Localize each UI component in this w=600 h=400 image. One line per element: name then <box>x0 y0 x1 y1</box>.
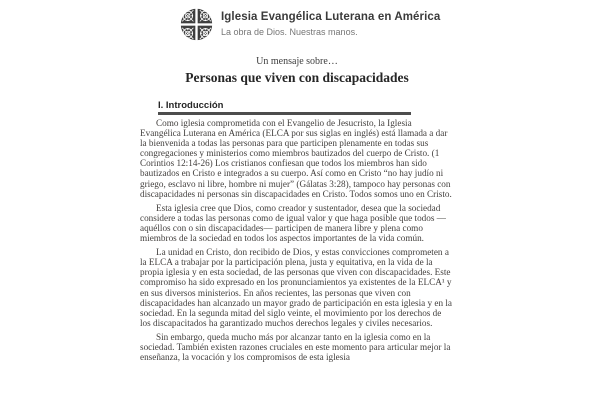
section-heading-rule <box>158 112 411 115</box>
body-paragraph: Como iglesia comprometida con el Evangelio de Jesucristo, la Iglesia Evangélica Luterana en América (ELCA por sus siglas en inglés) está llamada a dar la bienvenida a todas las personas para que participen plenamente en todas sus congregaciones y ministerios como miembros bautizados del cuerpo de Cristo. (1 Corintios 12:14-26) Los cristianos confiesan que todos los miembros han sido bautizados en Cristo e integrados a su cuerpo. Así como en Cristo “no hay judío ni griego, esclavo ni libre, hombre ni mujer” (Gálatas 3:28), tampoco hay personas con discapacidades ni personas sin discapacidades en Cristo. Todos somos uno en Cristo. <box>140 118 452 199</box>
org-tagline: La obra de Dios. Nuestras manos. <box>221 27 358 37</box>
section-heading-label: I. Introducción <box>158 100 224 111</box>
body-paragraph: Sin embargo, queda mucho más por alcanzar tanto en la iglesia como en la sociedad. También existen razones cruciales en este momento para articular mejor la enseñanza, la vocación y los compromisos de esta iglesia <box>140 331 451 363</box>
document-body <box>140 118 454 366</box>
title-block <box>140 56 454 85</box>
section-heading <box>158 100 411 115</box>
document-title: Personas que viven con discapacidades <box>185 70 409 85</box>
org-header-text <box>221 8 440 37</box>
body-paragraph: La unidad en Cristo, don recibido de Dios, y estas convicciones comprometen a la ELCA a trabajar por la participación plena, justa y equitativa, en la vida de la propia iglesia y en esta sociedad, de las personas que viven con discapacidades. Este compromiso ha sido expresado en los pronunciamientos ya existentes de la ELCA¹ y en sus diversos ministerios. En años recientes, las personas que viven con discapacidades han alcanzado un mayor grado de participación en esta iglesia y en la sociedad. En la segunda mitad del siglo veinte, el movimiento por los derechos de los discapacitados ha garantizado muchos derechos legales y civiles necesarios. <box>140 247 452 328</box>
elca-logo-icon <box>180 8 213 41</box>
org-name: Iglesia Evangélica Luterana en América <box>221 11 441 23</box>
title-kicker: Un mensaje sobre… <box>256 56 338 67</box>
org-header <box>180 8 440 41</box>
body-paragraph: Esta iglesia cree que Dios, como creador y sustentador, desea que la sociedad considere a todas las personas como de igual valor y que haga posible que todos —aquéllos con o sin discapacidades— participen de manera libre y plena como miembros de la sociedad en todos los aspectos importantes de la vida común. <box>140 202 446 244</box>
